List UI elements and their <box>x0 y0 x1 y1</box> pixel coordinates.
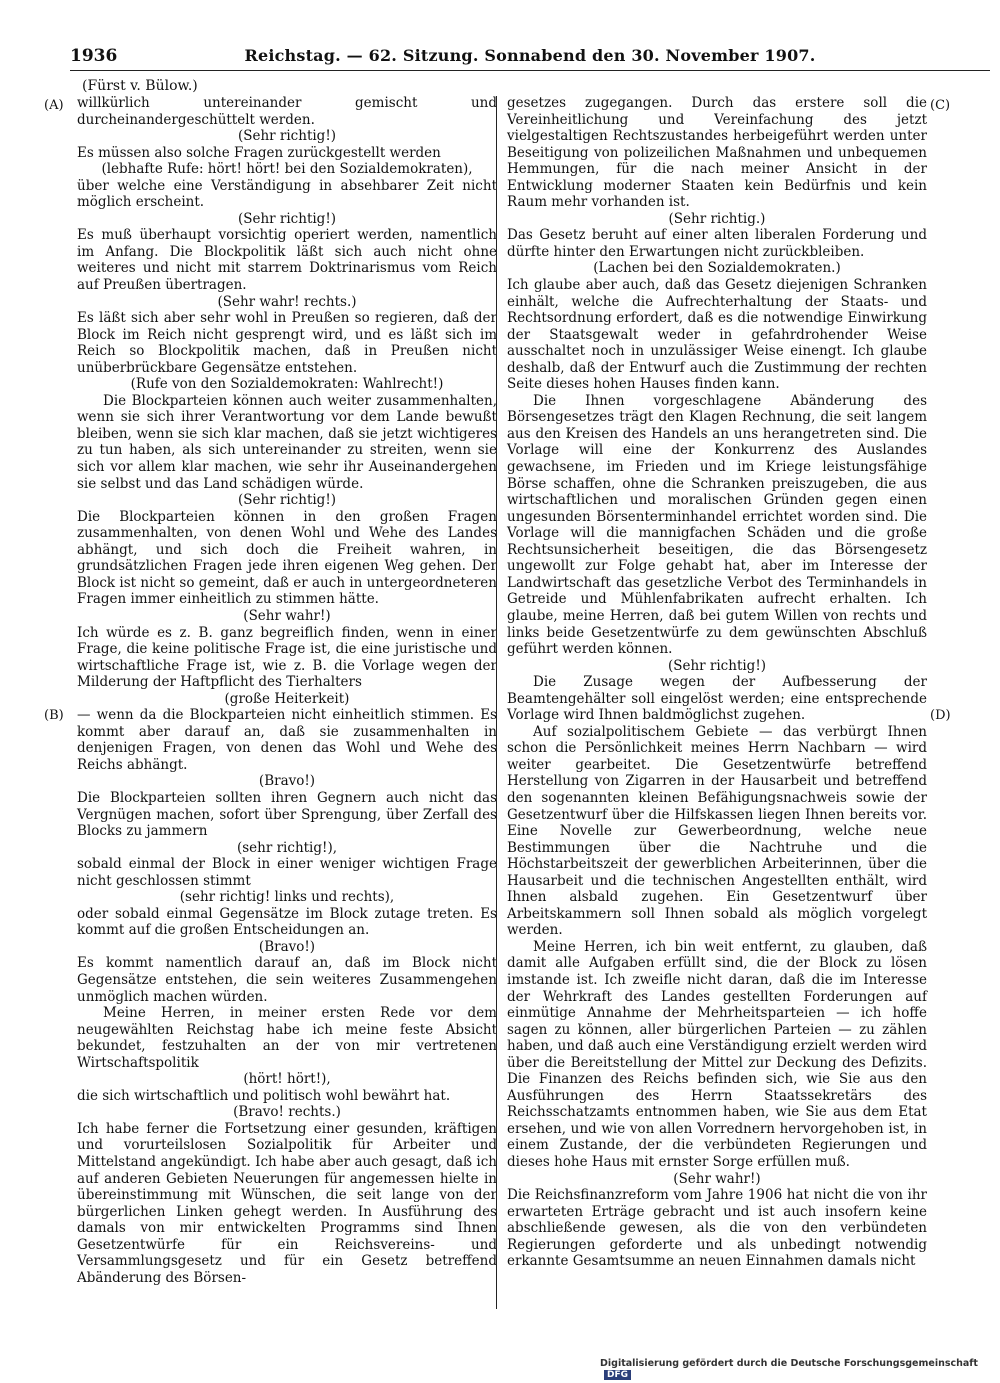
interjection: (Bravo!) <box>258 773 316 790</box>
paragraph: Die Ihnen vorgeschlagene Abänderung des Börsengesetzes trägt den Klagen Rechnung, die seit langem aus den Kreisen des Handels an uns herangetreten sind. Die Vorlage will eine der Konkurrenz des Auslandes gewachsene, im Frieden und im Kriege leistungsfähige Börse schaffen, ohne die Schranken preiszugeben, die aus wirtschaftlichen und moralischen Gründen gegen einen ungesunden Börsenterminhandel errichtet worden sind. Die Vorlage will die mannigfachen Schäden und die große Rechtsunsicherheit beseitigen, die das Börsengesetz ungewollt zur Folge gehabt hat, aber im Interesse der Landwirtschaft das gesetzliche Verbot des Terminhandels in Getreide und Mühlenfabrikaten aufrecht erhalten. Ich glaube, meine Herren, daß bei gutem Willen von rechts und links beide Gesetzentwürfe zu dem gewünschten Abschluß geführt werden können. <box>507 392 927 658</box>
left-column <box>77 95 497 1286</box>
interjection: (lebhafte Rufe: hört! hört! bei den Sozialdemokraten), <box>101 161 473 178</box>
margin-marker-a: (A) <box>44 98 64 113</box>
paragraph: Es muß überhaupt vorsichtig operiert werden, namentlich im Anfang. Die Blockpolitik läßt sich auch nicht ohne weiteres und nicht mit starrem Doktrinarismus vom Reich auf Preußen übertragen. <box>77 227 497 294</box>
column-divider <box>496 96 497 1309</box>
interjection: (Bravo! rechts.) <box>233 1104 341 1121</box>
header-rule <box>70 70 990 71</box>
paragraph: Die Reichsfinanzreform vom Jahre 1906 hat nicht die von ihr erwarteten Erträge gebracht und ist auch insofern keine abschließende gewesen, als die von den verbündeten Regierungen geforderte und als unbedingt notwendig erkannte Gesamtsumme an neuen Einnahmen damals nicht <box>507 1187 927 1270</box>
interjection: (Sehr wahr! rechts.) <box>217 293 357 310</box>
paragraph: gesetzes zugegangen. Durch das erstere soll die Vereinheitlichung und Vereinfachung des jetzt vielgestaltigen Rechtszustandes herbeigeführt werden unter Beseitigung von polizeilichen Maßnahmen und unbequemen Hemmungen, für die nach meiner Ansicht in der Entwicklung moderner Staaten kein Bedürfnis und kein Raum mehr vorhanden ist. <box>507 95 927 211</box>
page-number: 1936 <box>70 46 118 66</box>
paragraph: Ich würde es z. B. ganz begreiflich finden, wenn in einer Frage, die keine politische Frage ist, die eine juristische und wirtschaftliche Frage ist, wie z. B. die Vorlage wegen der Milderung der Haftpflicht des Tierhalters <box>77 624 497 691</box>
paragraph: sobald einmal der Block in einer weniger wichtigen Frage nicht geschlossen stimmt <box>77 856 497 889</box>
running-head: Reichstag. — 62. Sitzung. Sonnabend den 30. November 1907. <box>244 46 816 65</box>
interjection: (Sehr richtig!) <box>667 657 767 674</box>
paragraph: — wenn da die Blockparteien nicht einheitlich stimmen. Es kommt aber darauf an, daß sie zusammenhalten in denjenigen Fragen, von denen das Wohl und Wehe des Reichs abhängt. <box>77 707 497 773</box>
interjection: (sehr richtig!), <box>236 839 338 856</box>
interjection: (Sehr richtig!) <box>237 128 337 145</box>
interjection: (Sehr richtig.) <box>668 210 766 227</box>
interjection: (hört! hört!), <box>243 1071 331 1088</box>
interjection: (Sehr wahr!) <box>243 607 331 624</box>
footer-text: Digitalisierung gefördert durch die Deutsche Forschungsgemeinschaft <box>600 1358 978 1369</box>
paragraph: die sich wirtschaftlich und politisch wohl bewährt hat. <box>77 1087 451 1104</box>
paragraph: Die Blockparteien können in den großen Fragen zusammenhalten, von denen Wohl und Wehe des Landes abhängt, und sich doch die Freiheit wahren, in grundsätzlichen Fragen jede ihren eigenen Weg gehen. Der Block ist nicht so gemeint, daß er auch in untergeordneteren Fragen immer einheitlich zu stimmen hätte. <box>77 508 497 608</box>
interjection: (Rufe von den Sozialdemokraten: Wahlrecht!) <box>130 376 444 393</box>
paragraph: Ich glaube aber auch, daß das Gesetz diejenigen Schranken einhält, welche die Aufrechterhaltung der Staats- und Rechtsordnung erfordert, daß es die notwendige Einwirkung der Staatsgewalt weder in gefahrdrohender Weise ausschaltet noch in unzulässiger Weise einengt. Ich glaube deshalb, daß der Entwurf auch die Zustimmung der rechten Seite dieses hohen Hauses finden kann. <box>507 277 927 393</box>
interjection: (Sehr richtig!) <box>237 210 337 227</box>
interjection: (große Heiterkeit) <box>224 690 350 707</box>
page-header <box>70 46 990 70</box>
paragraph: Es kommt namentlich darauf an, daß im Block nicht Gegensätze entstehen, die sein weiteres Zusammengehen unmöglich machen würden. <box>77 955 497 1005</box>
interjection: (Sehr richtig!) <box>237 492 337 509</box>
paragraph: Die Blockparteien sollten ihren Gegnern auch nicht das Vergnügen machen, sofort über Sprengung, über Zerfall des Blocks zu jammern <box>77 789 497 840</box>
paragraph: über welche eine Verständigung in absehbarer Zeit nicht möglich erscheint. <box>77 177 497 211</box>
paragraph: willkürlich untereinander gemischt und durcheinandergeschüttelt werden. <box>77 95 497 128</box>
interjection: (Lachen bei den Sozialdemokraten.) <box>593 260 841 277</box>
interjection: (sehr richtig! links und rechts), <box>179 889 395 906</box>
paragraph: Meine Herren, ich bin weit entfernt, zu glauben, daß damit alle Aufgaben erfüllt sind, die der Block zu lösen imstande ist. Ich zweifle nicht daran, daß die im Interesse der Wehrkraft des Landes gestellten Forderungen auf einmütige Annahme der Mehrheitsparteien — ich hoffe sagen zu können, aller bürgerlichen Parteien — zu zählen haben, und daß auch eine Verständigung erzielt werden wird über die Bereitstellung der Mittel zur Deckung des Defizits. Die Finanzen des Reichs befinden sich, wie Sie aus den Ausführungen des Herrn Staatssekretärs des Reichsschatzamts entnommen haben, wie Sie aus dem Etat ersehen, und wie von allen Vorrednern hervorgehoben ist, in einem Zustande, der die verbündeten Regierungen und dieses hohe Haus mit ernster Sorge erfüllen muß. <box>507 938 927 1170</box>
paragraph: Meine Herren, in meiner ersten Rede vor dem neugewählten Reichstag habe ich meine feste Absicht bekundet, festzuhalten an der von mir vertretenen Wirtschaftspolitik <box>77 1005 497 1071</box>
paragraph: Ich habe ferner die Fortsetzung einer gesunden, kräftigen und vorurteilslosen Sozialpolitik für Arbeiter und Mittelstand angekündigt. Ich habe aber auch gesagt, daß ich auf anderen Gebieten Neuerungen für angemessen hielte in übereinstimmung mit Wünschen, die seit lange von der bürgerlichen Linken gehegt werden. In Ausführung des damals von mir entwickelten Programms sind Ihnen Gesetzentwürfe für ein Reichsvereins- und Versammlungsgesetz und für ein Gesetz betreffend Abänderung des Börsen- <box>77 1120 497 1286</box>
footer-credit <box>600 1358 1000 1380</box>
paragraph: oder sobald einmal Gegensätze im Block zutage treten. Es kommt auf die großen Entscheidungen an. <box>77 905 497 939</box>
interjection: (Bravo!) <box>258 938 316 955</box>
margin-marker-d: (D) <box>930 708 951 723</box>
paragraph: Auf sozialpolitischem Gebiete — das verbürgt Ihnen schon die Persönlichkeit meines Herrn Nachbarn — wird weiter gearbeitet. Die Gesetzentwürfe betreffend Herstellung von Zigarren in der Hausarbeit und betreffend den sogenannten kleinen Befähigungsnachweis sowie der Gesetzentwurf über die Hilfskassen liegen Ihnen bereits vor. Eine Novelle zur Gewerbeordnung, welche neue Bestimmungen über die Nachtruhe und die Höchstarbeitszeit der gewerblichen Arbeiterinnen, über die Hausarbeit und die technischen Angestellten enthält, wird Ihnen alsbald zugehen. Ein Gesetzentwurf über Arbeitskammern soll Ihnen sobald als möglich vorgelegt werden. <box>507 723 927 939</box>
paragraph: Die Zusage wegen der Aufbesserung der Beamtengehälter soll eingelöst werden; eine entsprechende Vorlage wird Ihnen baldmöglichst zugehen. <box>507 674 927 724</box>
margin-marker-b: (B) <box>44 708 64 723</box>
interjection: (Sehr wahr!) <box>673 1170 761 1187</box>
margin-marker-c: (C) <box>930 98 951 113</box>
right-column <box>507 95 927 1270</box>
paragraph: Es läßt sich aber sehr wohl in Preußen so regieren, daß der Block im Reich nicht gesprengt wird, und es läßt sich im Reich so Blockpolitik machen, daß in Preußen nicht unüberbrückbare Gegensätze entstehen. <box>77 310 497 376</box>
dfg-logo: DFG <box>604 1370 631 1380</box>
speaker-label: (Fürst v. Bülow.) <box>82 78 198 94</box>
paragraph: Die Blockparteien können auch weiter zusammenhalten, wenn sie sich ihrer Verantwortung vor dem Lande bewußt bleiben, wenn sie sich klar machen, daß sie jetzt wichtigeres zu tun haben, als sich untereinander zu streiten, wenn sie sich vor allem klar machen, wie sehr ihr Auseinandergehen sie selbst und das Land schädigen würde. <box>77 392 497 492</box>
paragraph: Es müssen also solche Fragen zurückgestellt werden <box>77 144 441 161</box>
paragraph: Das Gesetz beruht auf einer alten liberalen Forderung und dürfte hinter den Erwartungen nicht zurückbleiben. <box>507 227 927 260</box>
